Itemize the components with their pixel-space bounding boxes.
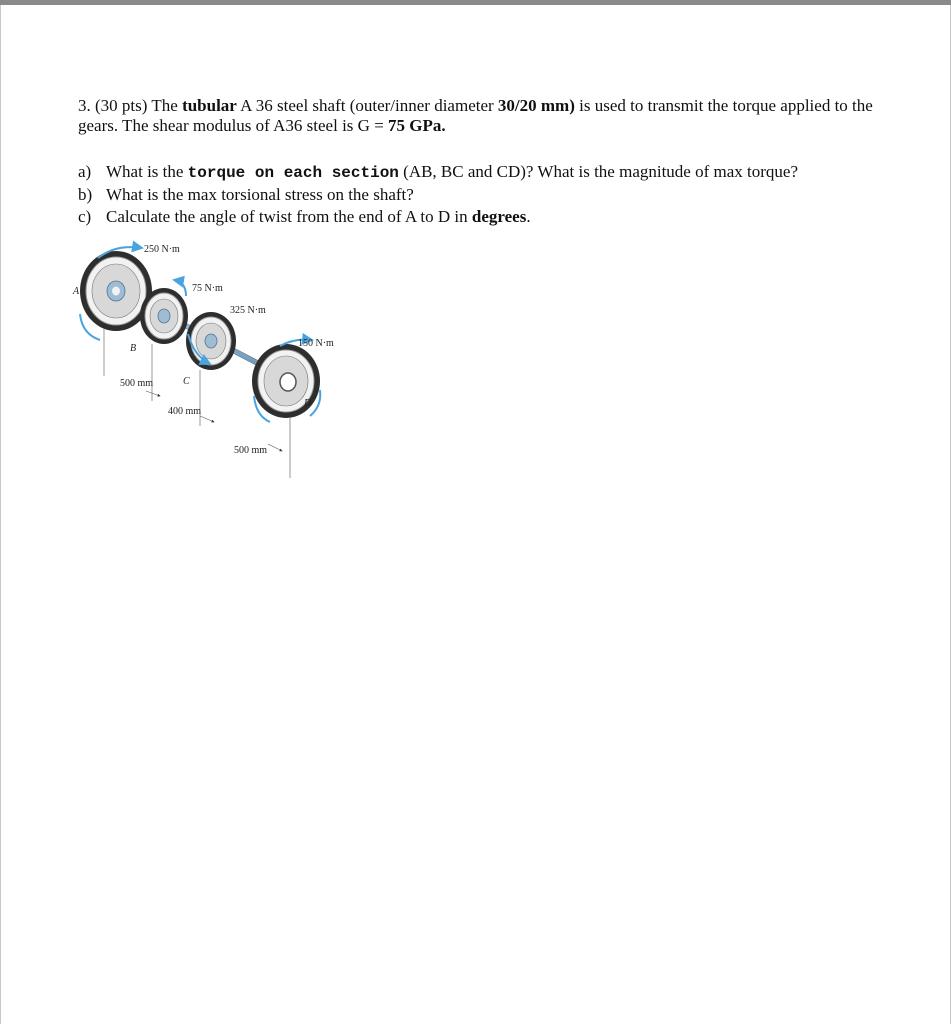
gear-c — [186, 312, 236, 370]
question-text-3: A 36 steel shaft (outer/inner diameter — [240, 96, 494, 115]
part-b-label: b) — [78, 185, 93, 204]
part-c-text-pre: Calculate the angle of twist from the end of A to D in — [106, 207, 472, 226]
question-parts — [78, 161, 878, 228]
label-torque-c: 325 N·m — [230, 305, 266, 316]
question-number: 3. — [78, 96, 91, 115]
part-b — [78, 184, 878, 206]
part-c-text-bold: degrees — [471, 207, 527, 226]
part-a-label: a) — [78, 162, 92, 181]
label-torque-b: 75 N·m — [192, 283, 223, 294]
part-a-text-pre: What is the — [106, 162, 188, 181]
question-statement — [78, 96, 878, 136]
part-c — [78, 206, 878, 228]
label-point-d: D — [304, 398, 312, 409]
question-text-5: is used to transmit the torque applied to the gears. The shear modulus of A36 steel is G = — [78, 96, 873, 135]
part-a-text-post: (AB, BC and CD)? What is the magnitude of max torque? — [398, 162, 799, 181]
question-text-tubular: tubular — [182, 96, 237, 115]
gear-b — [140, 288, 188, 344]
label-torque-a: 250 N·m — [144, 244, 180, 255]
label-point-b: B — [130, 343, 137, 354]
label-length-bc: 400 mm — [168, 406, 202, 417]
part-a — [78, 161, 878, 184]
page-border-left — [0, 5, 1, 1024]
part-a-text-bold: torque on each section — [187, 164, 399, 182]
label-torque-d: 150 N·m — [298, 338, 334, 349]
question-points: (30 pts) — [95, 96, 148, 115]
label-length-ab: 500 mm — [120, 378, 154, 389]
question-text-1: The — [151, 96, 178, 115]
shaft-gear-figure — [68, 236, 358, 486]
part-c-text-post: . — [526, 207, 531, 226]
label-length-cd: 500 mm — [234, 445, 268, 456]
part-c-label: c) — [78, 207, 92, 226]
label-point-a: A — [73, 286, 80, 297]
label-point-c: C — [183, 376, 190, 387]
question-text-modulus: 75 GPa. — [388, 116, 446, 135]
window-top-bar — [0, 0, 951, 5]
part-b-text: What is the max torsional stress on the shaft? — [106, 185, 414, 204]
question-text-diameter: 30/20 mm) — [497, 96, 575, 115]
